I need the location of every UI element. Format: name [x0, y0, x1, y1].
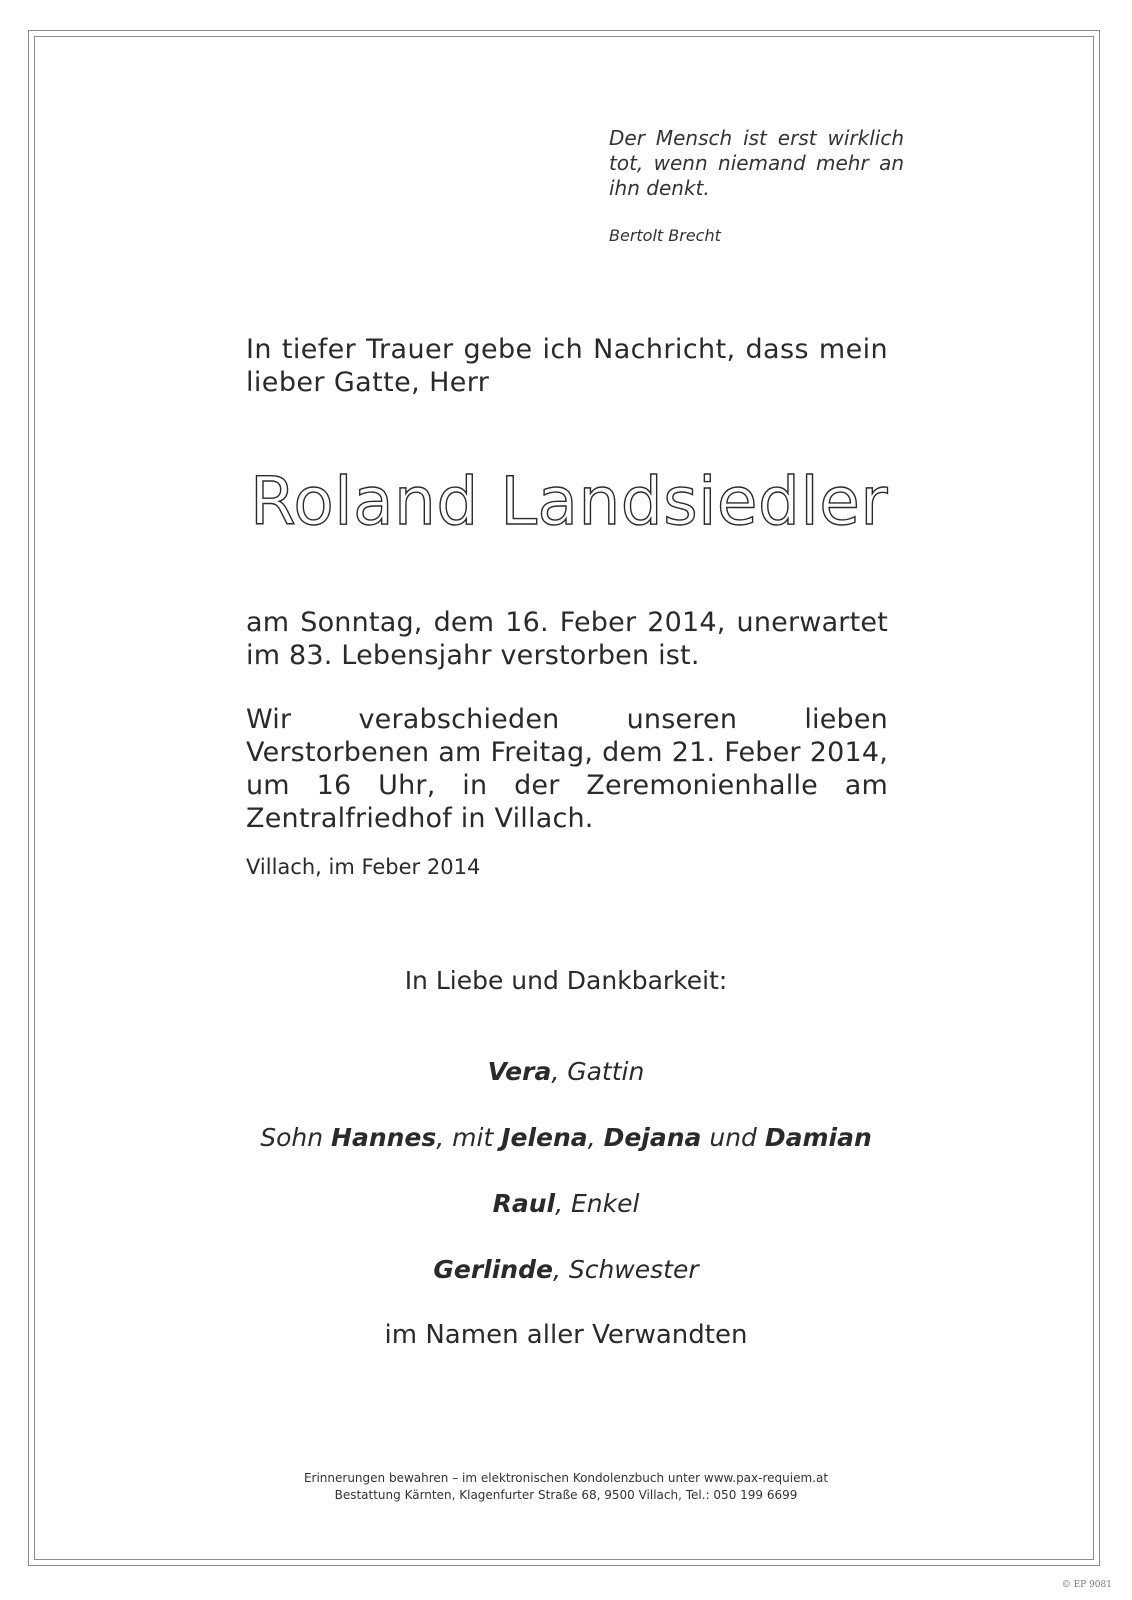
mourner-name: Hannes	[331, 1123, 437, 1152]
mourner-name: Damian	[764, 1123, 872, 1152]
mourners-closing: im Namen aller Verwandten	[384, 1320, 748, 1350]
mourner-line-2	[0, 1123, 1132, 1152]
mourner-name: Vera	[487, 1057, 552, 1086]
footer-condolence-line: Erinnerungen bewahren – im elektronischen Kondolenzbuch unter www.pax-requiem.at	[303, 1471, 829, 1485]
mourner-relation: , Schwester	[552, 1255, 699, 1284]
mourner-separator: und	[701, 1123, 765, 1152]
mourner-name: Gerlinde	[433, 1255, 553, 1284]
mourner-separator: ,	[587, 1123, 604, 1152]
mourner-line-1	[0, 1057, 1132, 1086]
deceased-name: Roland Landsiedler	[250, 463, 888, 540]
announcement-intro: In tiefer Trauer gebe ich Nachricht, dass mein lieber Gatte, Herr	[246, 334, 888, 398]
form-code: © EP 9081	[1061, 1580, 1112, 1590]
mourner-separator: , mit	[436, 1123, 502, 1152]
mourner-line-4	[0, 1255, 1132, 1284]
mourner-line-3	[0, 1189, 1132, 1218]
footer-address-line: Bestattung Kärnten, Klagenfurter Straße 68, 9500 Villach, Tel.: 050 199 6699	[334, 1488, 798, 1502]
mourner-name: Raul	[492, 1189, 556, 1218]
quote-text: Der Mensch ist erst wirklich tot, wenn niemand mehr an ihn denkt.	[609, 126, 904, 200]
quote-author: Bertolt Brecht	[609, 226, 721, 245]
mourners-heading: In Liebe und Dankbarkeit:	[404, 966, 728, 995]
mourner-name: Jelena	[501, 1123, 588, 1152]
death-notice: am Sonntag, dem 16. Feber 2014, unerwartet im 83. Lebensjahr verstorben ist.	[246, 607, 888, 671]
mourner-relation: , Gattin	[551, 1057, 645, 1086]
mourner-prefix: Sohn	[260, 1123, 332, 1152]
mourner-relation: , Enkel	[555, 1189, 640, 1218]
farewell-notice: Wir verabschieden unseren lieben Verstorbenen am Freitag, dem 21. Feber 2014, um 16 Uhr, in der Zeremonienhalle am Zentralfriedhof in Villach.	[246, 704, 888, 834]
mourner-name: Dejana	[603, 1123, 702, 1152]
place-date: Villach, im Feber 2014	[246, 855, 481, 879]
